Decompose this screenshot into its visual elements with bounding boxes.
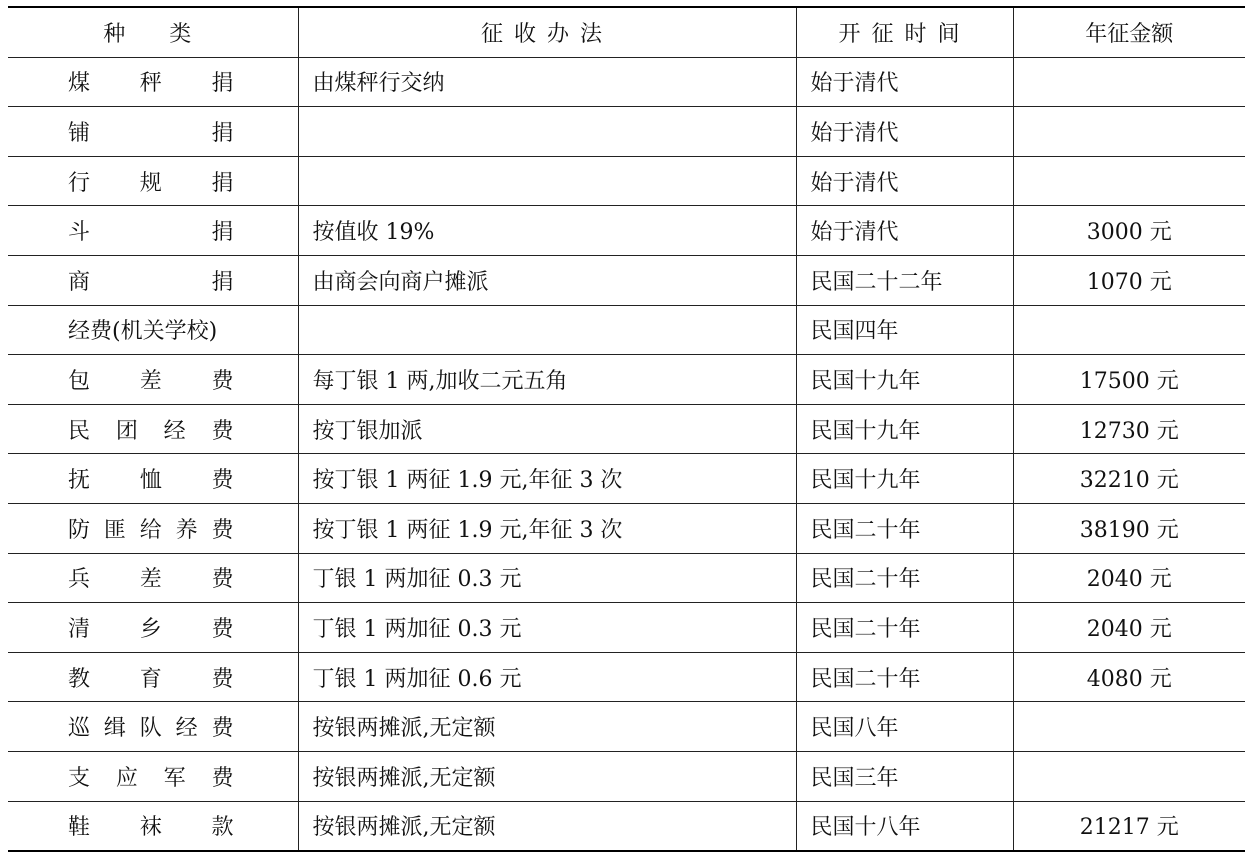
cell-annual-amount: [1013, 305, 1245, 355]
cell-annual-amount: 17500 元: [1013, 355, 1245, 405]
table-row: [8, 751, 1245, 801]
cell-method: [298, 156, 796, 206]
cell-method: 按值收 19%: [298, 206, 796, 256]
cell-type: 民 团 经 费: [8, 404, 298, 454]
cell-method: 按银两摊派,无定额: [298, 751, 796, 801]
cell-start-time: 民国二十年: [796, 503, 1013, 553]
table-row: [8, 603, 1245, 653]
table-row: [8, 355, 1245, 405]
cell-type: 斗 捐: [8, 206, 298, 256]
cell-method: [298, 107, 796, 157]
header-type: 种 类: [8, 7, 298, 57]
cell-annual-amount: [1013, 57, 1245, 107]
table-row: [8, 454, 1245, 504]
cell-method: 丁银 1 两加征 0.3 元: [298, 603, 796, 653]
cell-method: 每丁银 1 两,加收二元五角: [298, 355, 796, 405]
table-row: [8, 404, 1245, 454]
table-row: [8, 553, 1245, 603]
cell-annual-amount: 32210 元: [1013, 454, 1245, 504]
cell-method: 按丁银加派: [298, 404, 796, 454]
cell-type: 煤 秤 捐: [8, 57, 298, 107]
cell-start-time: 始于清代: [796, 156, 1013, 206]
cell-start-time: 始于清代: [796, 206, 1013, 256]
cell-type: 清 乡 费: [8, 603, 298, 653]
cell-start-time: 民国十八年: [796, 801, 1013, 851]
cell-annual-amount: [1013, 156, 1245, 206]
cell-type: 教 育 费: [8, 652, 298, 702]
cell-start-time: 始于清代: [796, 57, 1013, 107]
cell-method: 由商会向商户摊派: [298, 255, 796, 305]
cell-annual-amount: 2040 元: [1013, 603, 1245, 653]
cell-type: 抚 恤 费: [8, 454, 298, 504]
cell-start-time: 民国二十年: [796, 603, 1013, 653]
cell-annual-amount: 2040 元: [1013, 553, 1245, 603]
cell-start-time: 民国二十年: [796, 652, 1013, 702]
cell-method: 按银两摊派,无定额: [298, 702, 796, 752]
table-row: [8, 702, 1245, 752]
cell-method: 丁银 1 两加征 0.6 元: [298, 652, 796, 702]
cell-start-time: 民国十九年: [796, 404, 1013, 454]
header-annual-amount: 年征金额: [1013, 7, 1245, 57]
header-start-time: 开征时间: [796, 7, 1013, 57]
tax-table: [8, 6, 1245, 852]
cell-annual-amount: 4080 元: [1013, 652, 1245, 702]
cell-type: 行 规 捐: [8, 156, 298, 206]
table-row: [8, 255, 1245, 305]
table-row: [8, 503, 1245, 553]
table-row: [8, 652, 1245, 702]
table-row: [8, 801, 1245, 851]
cell-type: 巡 缉 队 经 费: [8, 702, 298, 752]
cell-annual-amount: [1013, 751, 1245, 801]
cell-method: 按银两摊派,无定额: [298, 801, 796, 851]
table-row: [8, 57, 1245, 107]
cell-annual-amount: [1013, 107, 1245, 157]
cell-type: 兵 差 费: [8, 553, 298, 603]
cell-method: 按丁银 1 两征 1.9 元,年征 3 次: [298, 503, 796, 553]
table-header: [8, 7, 1245, 57]
cell-annual-amount: 12730 元: [1013, 404, 1245, 454]
cell-start-time: 民国三年: [796, 751, 1013, 801]
cell-type: 支 应 军 费: [8, 751, 298, 801]
cell-start-time: 始于清代: [796, 107, 1013, 157]
cell-start-time: 民国二十年: [796, 553, 1013, 603]
cell-start-time: 民国四年: [796, 305, 1013, 355]
table-row: [8, 206, 1245, 256]
cell-start-time: 民国十九年: [796, 355, 1013, 405]
table-row: [8, 305, 1245, 355]
header-method: 征收办法: [298, 7, 796, 57]
table-body: [8, 57, 1245, 851]
cell-type: 经费(机关学校): [8, 305, 298, 355]
cell-start-time: 民国十九年: [796, 454, 1013, 504]
cell-method: [298, 305, 796, 355]
cell-type: 包 差 费: [8, 355, 298, 405]
table-row: [8, 107, 1245, 157]
cell-annual-amount: 21217 元: [1013, 801, 1245, 851]
cell-annual-amount: [1013, 702, 1245, 752]
cell-annual-amount: 1070 元: [1013, 255, 1245, 305]
cell-method: 按丁银 1 两征 1.9 元,年征 3 次: [298, 454, 796, 504]
cell-type: 鞋 袜 款: [8, 801, 298, 851]
cell-method: 由煤秤行交纳: [298, 57, 796, 107]
cell-method: 丁银 1 两加征 0.3 元: [298, 553, 796, 603]
cell-type: 铺 捐: [8, 107, 298, 157]
header-row: [8, 7, 1245, 57]
table-row: [8, 156, 1245, 206]
cell-type: 防 匪 给 养 费: [8, 503, 298, 553]
cell-start-time: 民国二十二年: [796, 255, 1013, 305]
cell-annual-amount: 38190 元: [1013, 503, 1245, 553]
cell-type: 商 捐: [8, 255, 298, 305]
cell-annual-amount: 3000 元: [1013, 206, 1245, 256]
cell-start-time: 民国八年: [796, 702, 1013, 752]
